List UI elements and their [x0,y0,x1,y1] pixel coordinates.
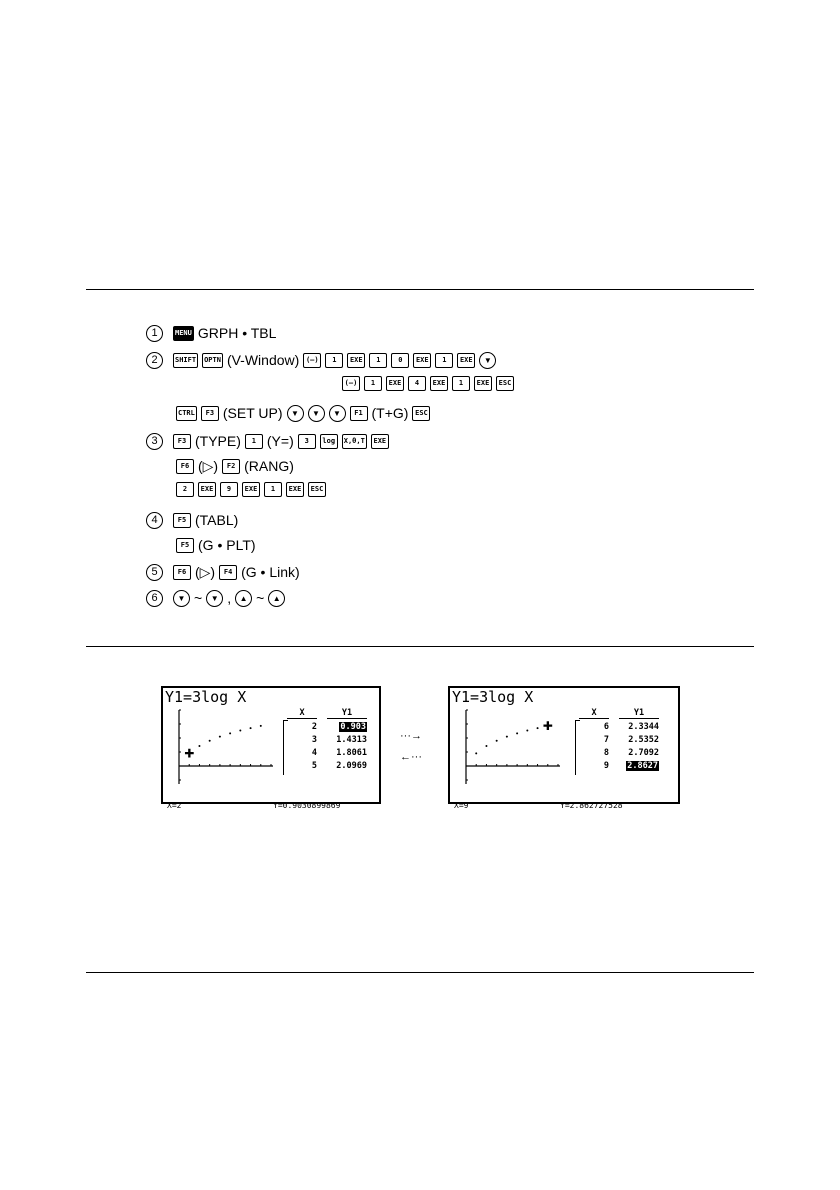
key-f5-icon: F5 [173,513,191,528]
key-exe-icon: EXE [457,353,475,368]
step-text: (RANG) [244,458,294,474]
plot-point [198,745,200,747]
table-cell-x: 7 [603,735,609,745]
key-exe-icon: EXE [386,376,404,391]
trace-cursor-icon: ✚ [184,746,195,761]
plot-point [516,732,518,734]
plot-point [475,752,477,754]
step-text: GRPH • TBL [197,325,277,341]
key-0-icon: 0 [391,353,409,368]
key-f6-icon: F6 [176,459,194,474]
step-line [151,323,278,343]
key-esc-icon: ESC [308,482,326,497]
trace-cursor-icon: ✚ [542,718,553,733]
key-2-icon: 2 [176,482,194,497]
table-header-x: X [287,708,317,719]
table-header-x: X [579,708,609,719]
plot-point [526,730,528,732]
key-f3-icon: F3 [201,406,219,421]
table-cell-y: 2.0969 [336,761,367,771]
plot-point [496,740,498,742]
plot-point [219,736,221,738]
key-1-icon: 1 [452,376,470,391]
step-text: (TABL) [195,512,239,528]
table-cell-y: 1.4313 [336,735,367,745]
key-f4-icon: F4 [219,565,237,580]
x-readout: X=9 [454,801,469,810]
key-1-icon: 1 [369,353,387,368]
y-readout: Y=0.9030899869 [273,801,341,810]
cursor-down-key-icon: ▼ [287,405,304,422]
step-text: (G • Link) [241,564,300,580]
step-text: (▷) [195,564,216,580]
step-text: (▷) [198,458,219,474]
table-header-y: Y1 [619,708,659,719]
table-cell-x: 3 [311,735,317,745]
table-cell-y: 1.8061 [336,748,367,758]
key-1-icon: 1 [435,353,453,368]
table-cell-y: 0.903 [340,722,366,732]
step-line [151,350,498,370]
key-exe-icon: EXE [371,434,389,449]
link-arrow-forward: ···→ [400,730,422,742]
step-line [340,376,516,391]
key-exe-icon: EXE [430,376,448,391]
table-cell-x: 8 [603,748,609,758]
cursor-down-key-icon: ▼ [308,405,325,422]
table-cell-y: 2.8627 [627,761,658,771]
key-f5-icon: F5 [176,538,194,553]
key-menu-icon: MENU [173,326,194,341]
step-text: (G • PLT) [198,537,256,553]
plot-point [537,727,539,729]
key-1-icon: 1 [245,434,263,449]
key-9-icon: 9 [220,482,238,497]
step-text: (SET UP) [222,405,283,421]
step-number: 6 [146,590,163,607]
step-text: ~ [194,590,203,606]
step-line [174,535,258,555]
plot-point [239,730,241,732]
step-line [174,482,328,497]
step-number: 3 [146,433,163,450]
cursor-up-key-icon: ▲ [268,590,285,607]
cursor-down-key-icon: ▼ [329,405,346,422]
screen-title: Y1=3log X [165,688,247,706]
key-esc-icon: ESC [496,376,514,391]
key-exe-icon: EXE [198,482,216,497]
cursor-down-key-icon: ▼ [479,352,496,369]
key-exe-icon: EXE [347,353,365,368]
plot-point [229,732,231,734]
key-f2-icon: F2 [222,459,240,474]
key-esc-icon: ESC [412,406,430,421]
step-text: (T+G) [371,405,409,421]
table-cell-x: 5 [311,761,317,771]
step-text: , [227,590,232,606]
key-f1-icon: F1 [350,406,368,421]
step-line [151,562,302,582]
step-text: ~ [256,590,265,606]
key-1-icon: 1 [264,482,282,497]
step-number: 4 [146,512,163,529]
table-cell-x: 4 [311,748,317,758]
key-f6-icon: F6 [173,565,191,580]
x-readout: X=2 [167,801,182,810]
step-number: 5 [146,564,163,581]
y-readout: Y=2.862727528 [560,801,623,810]
plot-point [506,736,508,738]
plot-point [260,725,262,727]
key-exe-icon: EXE [413,353,431,368]
key-1-icon: 1 [325,353,343,368]
step-number: 1 [146,325,163,342]
key-1-icon: 1 [364,376,382,391]
cursor-down-key-icon: ▼ [173,590,190,607]
key-3-icon: 3 [298,434,316,449]
table-cell-x: 2 [311,722,317,732]
middle-rule [86,646,754,647]
screen-title: Y1=3log X [452,688,534,706]
key-exe-icon: EXE [242,482,260,497]
key-4-icon: 4 [408,376,426,391]
step-number: 2 [146,352,163,369]
graph-area [450,688,678,802]
key-ctrl-icon: CTRL [176,406,197,421]
plot-point [485,745,487,747]
key-exe-icon: EXE [286,482,304,497]
step-line [174,403,432,423]
table-cell-x: 6 [603,722,609,732]
key--icon: (–) [303,353,321,368]
calculator-screen-1 [161,686,381,810]
cursor-down-key-icon: ▼ [206,590,223,607]
key-optn-icon: OPTN [202,353,223,368]
table-cell-y: 2.5352 [628,735,659,745]
key-xt-icon: X,θ,T [342,434,367,449]
plot-point [209,740,211,742]
step-line [151,431,391,451]
plot-point [250,727,252,729]
step-line [151,588,287,608]
key--icon: (–) [342,376,360,391]
step-text: (V-Window) [226,352,300,368]
key-exe-icon: EXE [474,376,492,391]
bottom-rule [86,972,754,973]
graph-area [163,688,379,802]
table-cell-y: 2.3344 [628,722,659,732]
step-text: (TYPE) [195,433,241,449]
key-shift-icon: SHIFT [173,353,198,368]
step-text: (Y=) [266,433,294,449]
calculator-screen-2 [448,686,680,810]
table-header-y: Y1 [327,708,367,719]
link-arrow-back: ←··· [400,751,422,763]
key-f3-icon: F3 [173,434,191,449]
table-cell-x: 9 [603,761,609,771]
step-line [174,456,296,476]
cursor-up-key-icon: ▲ [235,590,252,607]
table-cell-y: 2.7092 [628,748,659,758]
top-rule [86,289,754,290]
key-log-icon: log [320,434,338,449]
step-line [151,510,240,530]
